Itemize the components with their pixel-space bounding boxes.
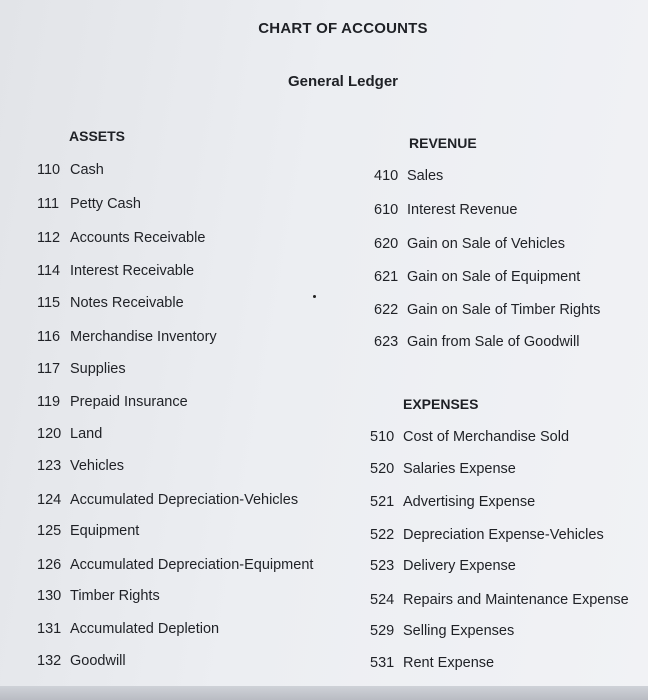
asset-row bbox=[37, 295, 184, 311]
account-name: Delivery Expense bbox=[403, 558, 516, 574]
account-name: Petty Cash bbox=[70, 196, 141, 212]
asset-row bbox=[37, 162, 104, 178]
account-number: 521 bbox=[370, 494, 395, 510]
asset-row bbox=[37, 426, 102, 442]
page-title: CHART OF ACCOUNTS bbox=[258, 20, 428, 37]
account-name: Sales bbox=[407, 168, 444, 184]
account-name: Gain from Sale of Goodwill bbox=[407, 334, 580, 350]
account-number: 410 bbox=[374, 168, 399, 184]
account-number: 116 bbox=[37, 329, 61, 345]
account-name: Repairs and Maintenance Expense bbox=[403, 592, 629, 608]
asset-row bbox=[37, 394, 188, 410]
account-number: 529 bbox=[370, 623, 395, 639]
expense-row bbox=[370, 623, 514, 639]
account-name: Equipment bbox=[70, 523, 140, 539]
expense-row bbox=[370, 461, 516, 477]
account-number: 112 bbox=[37, 230, 61, 246]
revenue-row bbox=[374, 202, 517, 218]
account-name: Vehicles bbox=[70, 458, 125, 474]
account-name: Advertising Expense bbox=[403, 494, 536, 510]
account-number: 524 bbox=[370, 592, 395, 608]
expense-row bbox=[370, 592, 629, 608]
account-name: Accounts Receivable bbox=[70, 230, 206, 246]
asset-row bbox=[37, 621, 219, 637]
expense-row bbox=[370, 558, 516, 574]
asset-row bbox=[37, 361, 126, 377]
account-name: Accumulated Depreciation-Equipment bbox=[70, 557, 314, 573]
account-number: 125 bbox=[37, 523, 62, 539]
expense-row bbox=[370, 655, 494, 671]
asset-row bbox=[37, 263, 194, 279]
account-number: 523 bbox=[370, 558, 395, 574]
account-name: Gain on Sale of Equipment bbox=[407, 269, 581, 285]
asset-row bbox=[37, 329, 217, 345]
asset-row bbox=[37, 492, 298, 508]
account-number: 621 bbox=[374, 269, 399, 285]
account-number: 622 bbox=[374, 302, 399, 318]
account-name: Cost of Merchandise Sold bbox=[403, 429, 570, 445]
account-number: 111 bbox=[37, 196, 60, 212]
account-number: 130 bbox=[37, 588, 62, 604]
account-number: 131 bbox=[37, 621, 62, 637]
asset-row bbox=[37, 557, 313, 573]
bottom-edge bbox=[0, 686, 648, 700]
revenue-row bbox=[374, 168, 443, 184]
account-name: Accumulated Depletion bbox=[70, 621, 220, 637]
assets-heading: ASSETS bbox=[69, 128, 126, 144]
account-name: Interest Revenue bbox=[407, 202, 518, 218]
account-name: Interest Receivable bbox=[70, 263, 195, 279]
account-name: Gain on Sale of Vehicles bbox=[407, 236, 565, 252]
account-name: Salaries Expense bbox=[403, 461, 516, 477]
account-name: Depreciation Expense-Vehicles bbox=[403, 527, 604, 543]
revenue-row bbox=[374, 269, 580, 285]
cursor-dot bbox=[313, 295, 316, 298]
account-number: 522 bbox=[370, 527, 395, 543]
account-number: 119 bbox=[37, 394, 61, 410]
revenue-row bbox=[374, 334, 579, 350]
account-number: 520 bbox=[370, 461, 395, 477]
account-number: 610 bbox=[374, 202, 399, 218]
account-number: 123 bbox=[37, 458, 62, 474]
account-name: Accumulated Depreciation-Vehicles bbox=[70, 492, 299, 508]
expense-row bbox=[370, 494, 535, 510]
asset-row bbox=[37, 196, 141, 212]
account-name: Merchandise Inventory bbox=[70, 329, 217, 345]
account-name: Notes Receivable bbox=[70, 295, 184, 311]
account-name: Cash bbox=[70, 162, 104, 178]
account-name: Selling Expenses bbox=[403, 623, 515, 639]
account-number: 117 bbox=[37, 361, 61, 377]
revenue-heading: REVENUE bbox=[409, 135, 477, 151]
account-number: 510 bbox=[370, 429, 395, 445]
account-name: Goodwill bbox=[70, 653, 126, 669]
account-number: 126 bbox=[37, 557, 62, 573]
account-name: Land bbox=[70, 426, 103, 442]
account-number: 620 bbox=[374, 236, 399, 252]
asset-row bbox=[37, 588, 160, 604]
asset-row bbox=[37, 523, 139, 539]
account-number: 110 bbox=[37, 162, 61, 178]
account-number: 120 bbox=[37, 426, 62, 442]
account-number: 124 bbox=[37, 492, 62, 508]
revenue-row bbox=[374, 302, 600, 318]
account-name: Prepaid Insurance bbox=[70, 394, 188, 410]
expenses-heading: EXPENSES bbox=[403, 396, 479, 412]
account-name: Gain on Sale of Timber Rights bbox=[407, 302, 601, 318]
account-number: 623 bbox=[374, 334, 399, 350]
asset-row bbox=[37, 458, 124, 474]
asset-row bbox=[37, 230, 205, 246]
account-name: Timber Rights bbox=[70, 588, 160, 604]
expense-row bbox=[370, 429, 569, 445]
revenue-row bbox=[374, 236, 565, 252]
page-subtitle: General Ledger bbox=[287, 73, 399, 90]
account-number: 115 bbox=[37, 295, 61, 311]
account-number: 114 bbox=[37, 263, 61, 279]
account-number: 132 bbox=[37, 653, 62, 669]
expense-row bbox=[370, 527, 604, 543]
account-name: Rent Expense bbox=[403, 655, 495, 671]
account-number: 531 bbox=[370, 655, 395, 671]
asset-row bbox=[37, 653, 126, 669]
account-name: Supplies bbox=[70, 361, 126, 377]
